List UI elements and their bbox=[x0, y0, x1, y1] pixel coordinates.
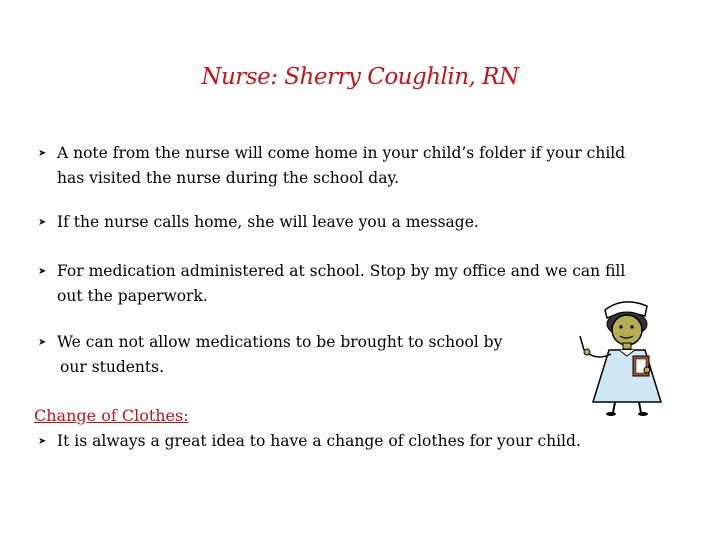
bullet-change-clothes bbox=[38, 429, 581, 454]
bullet-medication-office bbox=[38, 259, 625, 309]
bullet-note-home bbox=[38, 141, 625, 191]
bullet-text: We can not allow medications to be brought to school by bbox=[57, 333, 503, 351]
bullet-icon: ➤ bbox=[38, 266, 47, 277]
bullet-text-cont: our students. bbox=[60, 358, 165, 376]
bullet-calls-home bbox=[38, 210, 479, 235]
nurse-illustration bbox=[575, 296, 671, 416]
bullet-text: A note from the nurse will come home in your child’s folder if your child bbox=[57, 144, 626, 162]
bullet-icon: ➤ bbox=[38, 148, 47, 159]
bullet-text: For medication administered at school. Stop by my office and we can fill bbox=[57, 262, 626, 280]
change-of-clothes-heading: Change of Clothes: bbox=[34, 406, 189, 425]
bullet-icon: ➤ bbox=[38, 217, 47, 228]
bullet-text: If the nurse calls home, she will leave you a message. bbox=[57, 213, 479, 231]
bullet-text-cont: has visited the nurse during the school day. bbox=[57, 169, 400, 187]
bullet-text: It is always a great idea to have a change of clothes for your child. bbox=[57, 432, 581, 450]
bullet-text-cont: out the paperwork. bbox=[57, 287, 208, 305]
bullet-icon: ➤ bbox=[38, 436, 47, 447]
page-title: Nurse: Sherry Coughlin, RN bbox=[201, 64, 519, 90]
bullet-medications-students bbox=[38, 330, 502, 380]
bullet-icon: ➤ bbox=[38, 337, 47, 348]
